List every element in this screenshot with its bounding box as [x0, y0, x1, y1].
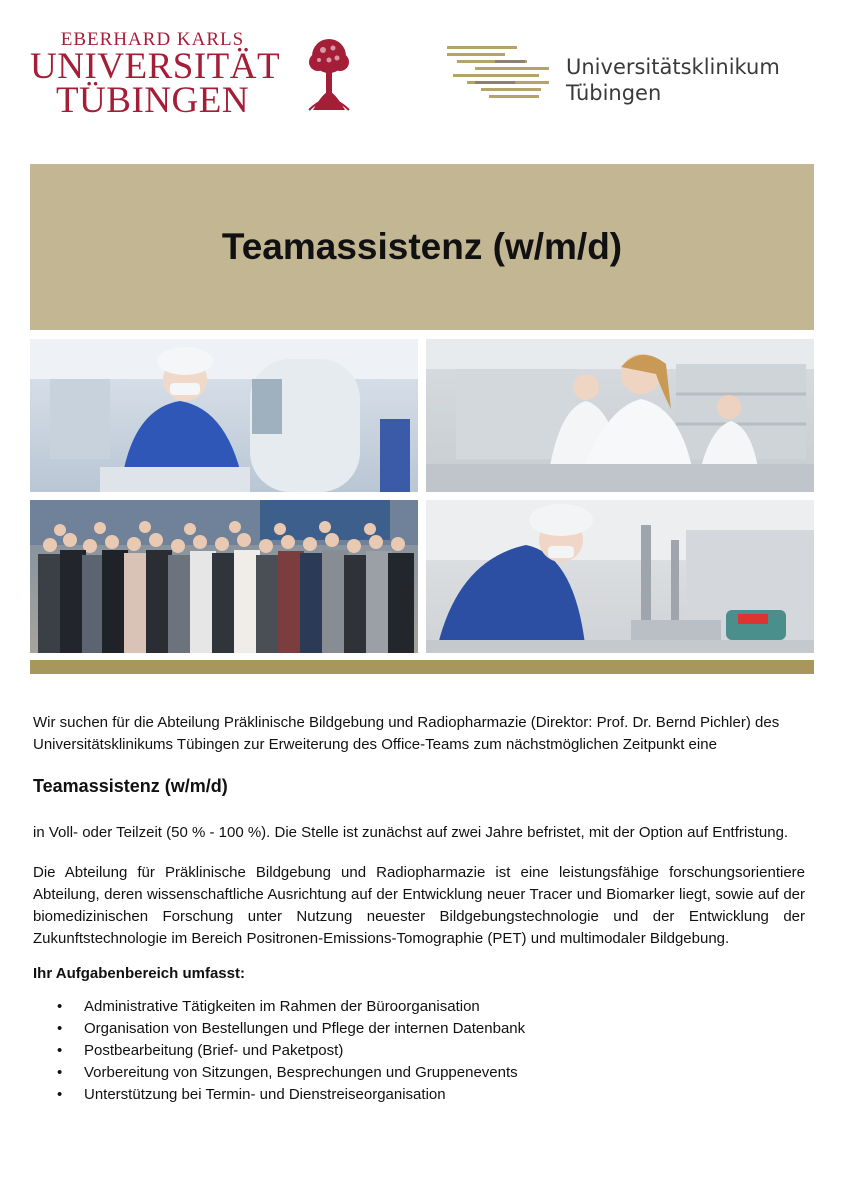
- bullet-icon: •: [57, 1042, 63, 1059]
- clinic-logo-line2: Tübingen: [566, 81, 662, 105]
- task-text: Unterstützung bei Termin- und Dienstreiseorganisation: [84, 1086, 446, 1103]
- photo-lab-researcher-blue-gown: [30, 339, 418, 492]
- department-paragraph: Die Abteilung für Präklinische Bildgebung und Radiopharmazie ist eine leistungsfähige forschungsorientiere Abteilung, deren wissenschaftliche Ausrichtung auf der Entwicklung neuer Tracer und Biomarker liegt, sowie auf der biomedizinischen Forschung unter Nutzung neuester Bildgebungstechnologie und der Entwicklung der Zukunftstechnologie im Bereich Positronen-Emissions-Tomographie (PET) und multimodaler Bildgebung.: [33, 864, 805, 947]
- list-item: [33, 1084, 525, 1106]
- intro-paragraph: Wir suchen für die Abteilung Präklinische Bildgebung und Radiopharmazie (Direktor: Prof. Dr. Bernd Pichler) des Universitätsklinikums Tübingen zur Erweiterung des Office-Teams zum nächstmöglichen Zeitpunkt eine: [33, 714, 780, 753]
- task-text: Vorbereitung von Sitzungen, Besprechungen und Gruppenevents: [84, 1064, 518, 1081]
- list-item: [33, 1040, 525, 1062]
- bullet-icon: •: [57, 1020, 63, 1037]
- bullet-icon: •: [57, 998, 63, 1015]
- list-item: [33, 996, 525, 1018]
- photo-team-group: [30, 500, 418, 653]
- bullet-icon: •: [57, 1064, 63, 1081]
- university-logo: [30, 29, 281, 121]
- bullet-icon: •: [57, 1086, 63, 1103]
- university-logo-line1: EBERHARD KARLS: [60, 29, 245, 50]
- task-list: [33, 996, 525, 1106]
- clinic-logo-line1: Universitätsklinikum: [566, 55, 780, 79]
- divider-bar: [30, 660, 814, 674]
- task-text: Administrative Tätigkeiten im Rahmen der Büroorganisation: [84, 998, 480, 1015]
- task-text: Organisation von Bestellungen und Pflege der internen Datenbank: [84, 1020, 526, 1037]
- photo-lab-researcher-pipette: [426, 339, 814, 492]
- terms-paragraph: in Voll- oder Teilzeit (50 % - 100 %). Die Stelle ist zunächst auf zwei Jahre befristet, mit der Option auf Entfristung.: [33, 824, 789, 841]
- university-logo-line2: UNIVERSITÄT: [30, 46, 281, 87]
- task-text: Postbearbeitung (Brief- und Paketpost): [84, 1042, 344, 1059]
- list-item: [33, 1018, 525, 1040]
- list-item: [33, 1062, 525, 1084]
- tasks-heading: Ihr Aufgabenbereich umfasst:: [33, 965, 245, 982]
- title-band: [30, 164, 814, 330]
- university-logo-line3: TÜBINGEN: [55, 80, 250, 121]
- page-title: Teamassistenz (w/m/d): [221, 226, 623, 267]
- clinic-logo-mark-icon: [447, 46, 549, 102]
- clinic-logo-text: [566, 54, 780, 106]
- job-subtitle: Teamassistenz (w/m/d): [33, 776, 228, 796]
- photo-lab-researcher-equipment: [426, 500, 814, 653]
- tree-emblem-icon: [305, 36, 353, 112]
